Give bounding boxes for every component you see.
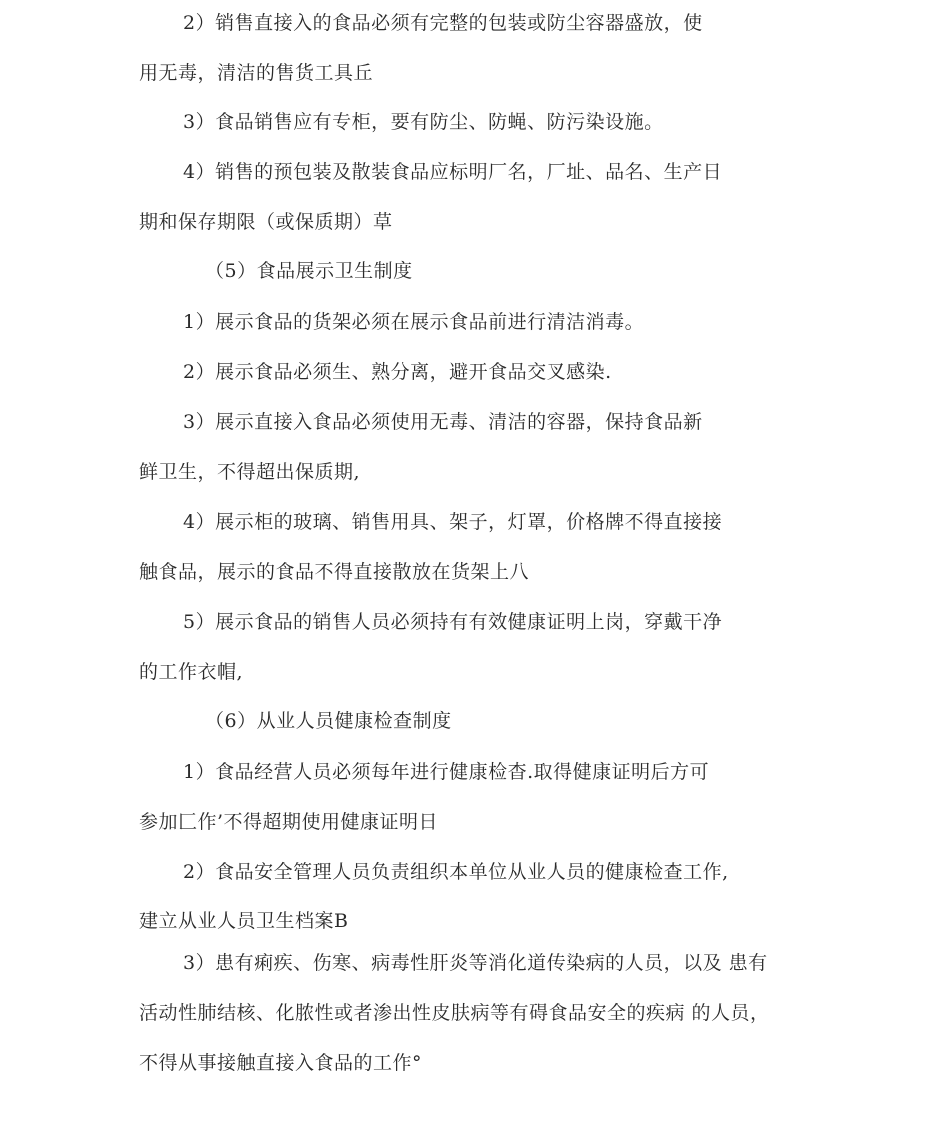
paragraph-line: 用无毒，清洁的售货工具丘	[139, 62, 374, 84]
paragraph-line: 1）食品经营人员必须每年进行健康检杳.取得健康证明后方可	[183, 761, 710, 783]
paragraph-line: 2）展示食品必须生、熟分离，避开食品交叉感染.	[183, 361, 612, 383]
paragraph-line: 触食品，展示的食品不得直接散放在货架上八	[139, 561, 530, 583]
paragraph-line: 3）食品销售应有专柜，要有防尘、防蝇、防污染设施。	[183, 111, 664, 133]
paragraph-line: 的工作衣帽,	[139, 661, 244, 683]
paragraph-line: 建立从业人员卫生档案B	[139, 910, 349, 932]
paragraph-line: 2）销售直接入的食品必须有完整的包装或防尘容器盛放，使	[183, 12, 703, 34]
paragraph-line: 参加匚作’不得超期使用健康证明日	[139, 811, 439, 833]
paragraph-line: 不得从事接触直接入食品的工作°	[139, 1052, 423, 1074]
paragraph-line: 3）患有痢疾、伤寒、病毒性肝炎等消化道传染病的人员，以及 患有	[183, 952, 768, 974]
paragraph-line: 活动性肺结核、化脓性或者渗出性皮肤病等有碍食品安全的疾病 的人员，	[139, 1002, 770, 1024]
paragraph-line: 鲜卫生，不得超出保质期,	[139, 461, 361, 483]
section-heading: （6）从业人员健康检查制度	[205, 710, 452, 732]
paragraph-line: 5）展示食品的销售人员必须持有有效健康证明上岗，穿戴干净	[183, 611, 723, 633]
paragraph-line: 4）销售的预包装及散装食品应标明厂名，厂址、品名、生产日	[183, 161, 723, 183]
paragraph-line: 4）展示柜的玻璃、销售用具、架子，灯罩，价格牌不得直接接	[183, 511, 723, 533]
paragraph-line: 1）展示食品的货架必须在展示食品前进行清洁消毒。	[183, 311, 645, 333]
section-heading: （5）食品展示卫生制度	[205, 260, 413, 282]
paragraph-line: 2）食品安全管理人员负责组织本单位从业人员的健康检查工作,	[183, 861, 729, 883]
paragraph-line: 期和保存期限（或保质期）草	[139, 211, 393, 233]
paragraph-line: 3）展示直接入食品必须使用无毒、清洁的容器，保持食品新	[183, 411, 703, 433]
